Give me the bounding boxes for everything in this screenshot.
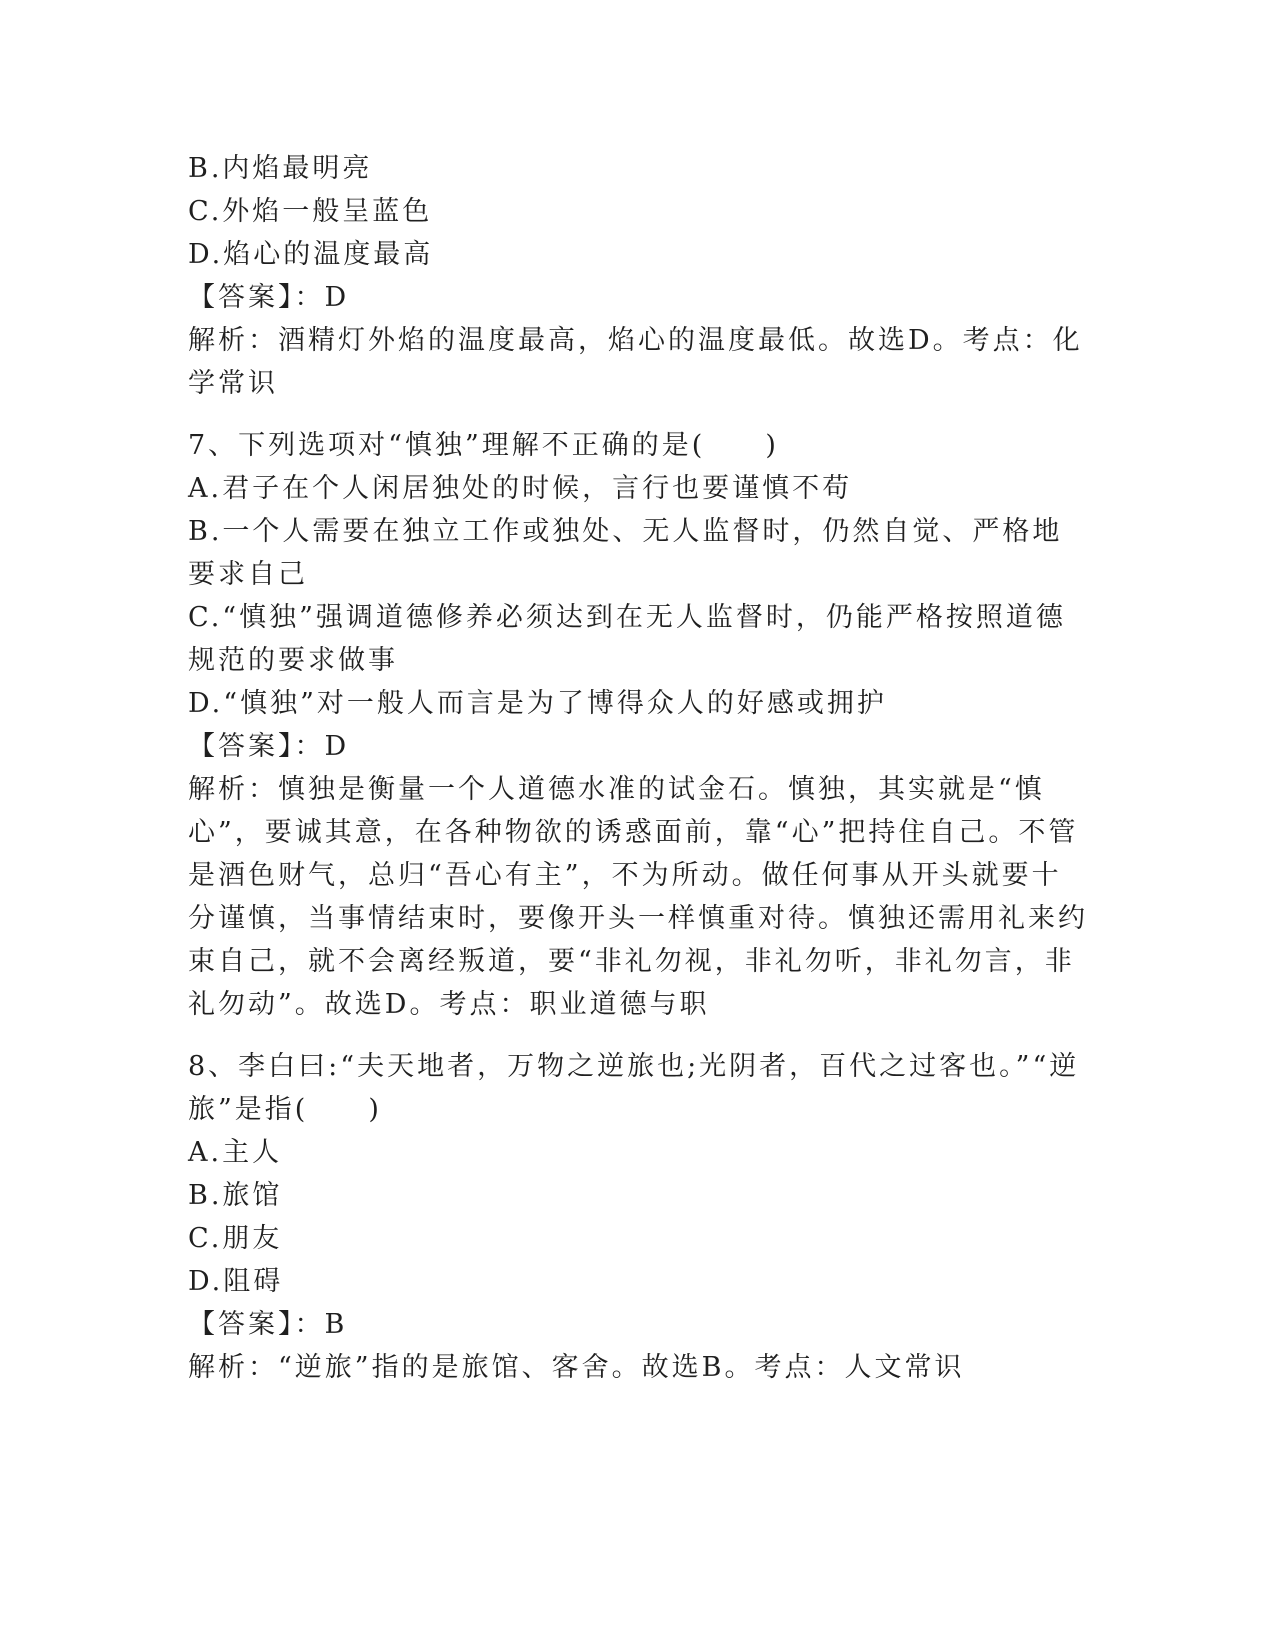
q8-option-a: A.主人 [188, 1137, 283, 1168]
q8-option-c: C.朋友 [188, 1223, 283, 1254]
q6-answer: 【答案】：D [188, 282, 350, 313]
q7-answer: 【答案】：D [188, 731, 350, 762]
q8-answer: 【答案】：B [188, 1309, 348, 1340]
q8-question: 8、李白曰:“夫天地者，万物之逆旅也;光阴者，百代之过客也。”“逆旅”是指( ) [188, 1051, 1080, 1125]
q6-option-c: C.外焰一般呈蓝色 [188, 196, 433, 227]
q7-question: 7、下列选项对“慎独”理解不正确的是( ) [188, 430, 779, 461]
q8-analysis: 解析：“逆旅”指的是旅馆、客舍。故选B。考点：人文常识 [188, 1352, 965, 1383]
q7-option-a: A.君子在个人闲居独处的时候，言行也要谨慎不苟 [188, 473, 853, 504]
page-content [188, 147, 1088, 1389]
section-gap [188, 405, 1088, 424]
q6-option-b: B.内焰最明亮 [188, 153, 373, 184]
q7-option-c: C.“慎独”强调道德修养必须达到在无人监督时，仍能严格按照道德规范的要求做事 [188, 602, 1066, 676]
q8-option-b: B.旅馆 [188, 1180, 283, 1211]
q6-analysis: 解析：酒精灯外焰的温度最高，焰心的温度最低。故选D。考点：化学常识 [188, 325, 1083, 399]
q6-option-d: D.焰心的温度最高 [188, 239, 434, 270]
q8-option-d: D.阻碍 [188, 1266, 284, 1297]
q7-option-d: D.“慎独”对一般人而言是为了博得众人的好感或拥护 [188, 688, 887, 719]
q7-option-b: B.一个人需要在独立工作或独处、无人监督时，仍然自觉、严格地要求自己 [188, 516, 1063, 590]
q7-analysis: 解析：慎独是衡量一个人道德水准的试金石。慎独，其实就是“慎心”，要诚其意，在各种物欲的诱惑面前，靠“心”把持住自己。不管是酒色财气，总归“吾心有主”，不为所动。做任何事从开头就要十分谨慎，当事情结束时，要像开头一样慎重对待。慎独还需用礼来约束自己，就不会离经叛道，要“非礼勿视，非礼勿听，非礼勿言，非礼勿动”。故选D。考点：职业道德与职 [188, 774, 1088, 1020]
section-gap [188, 1026, 1088, 1045]
